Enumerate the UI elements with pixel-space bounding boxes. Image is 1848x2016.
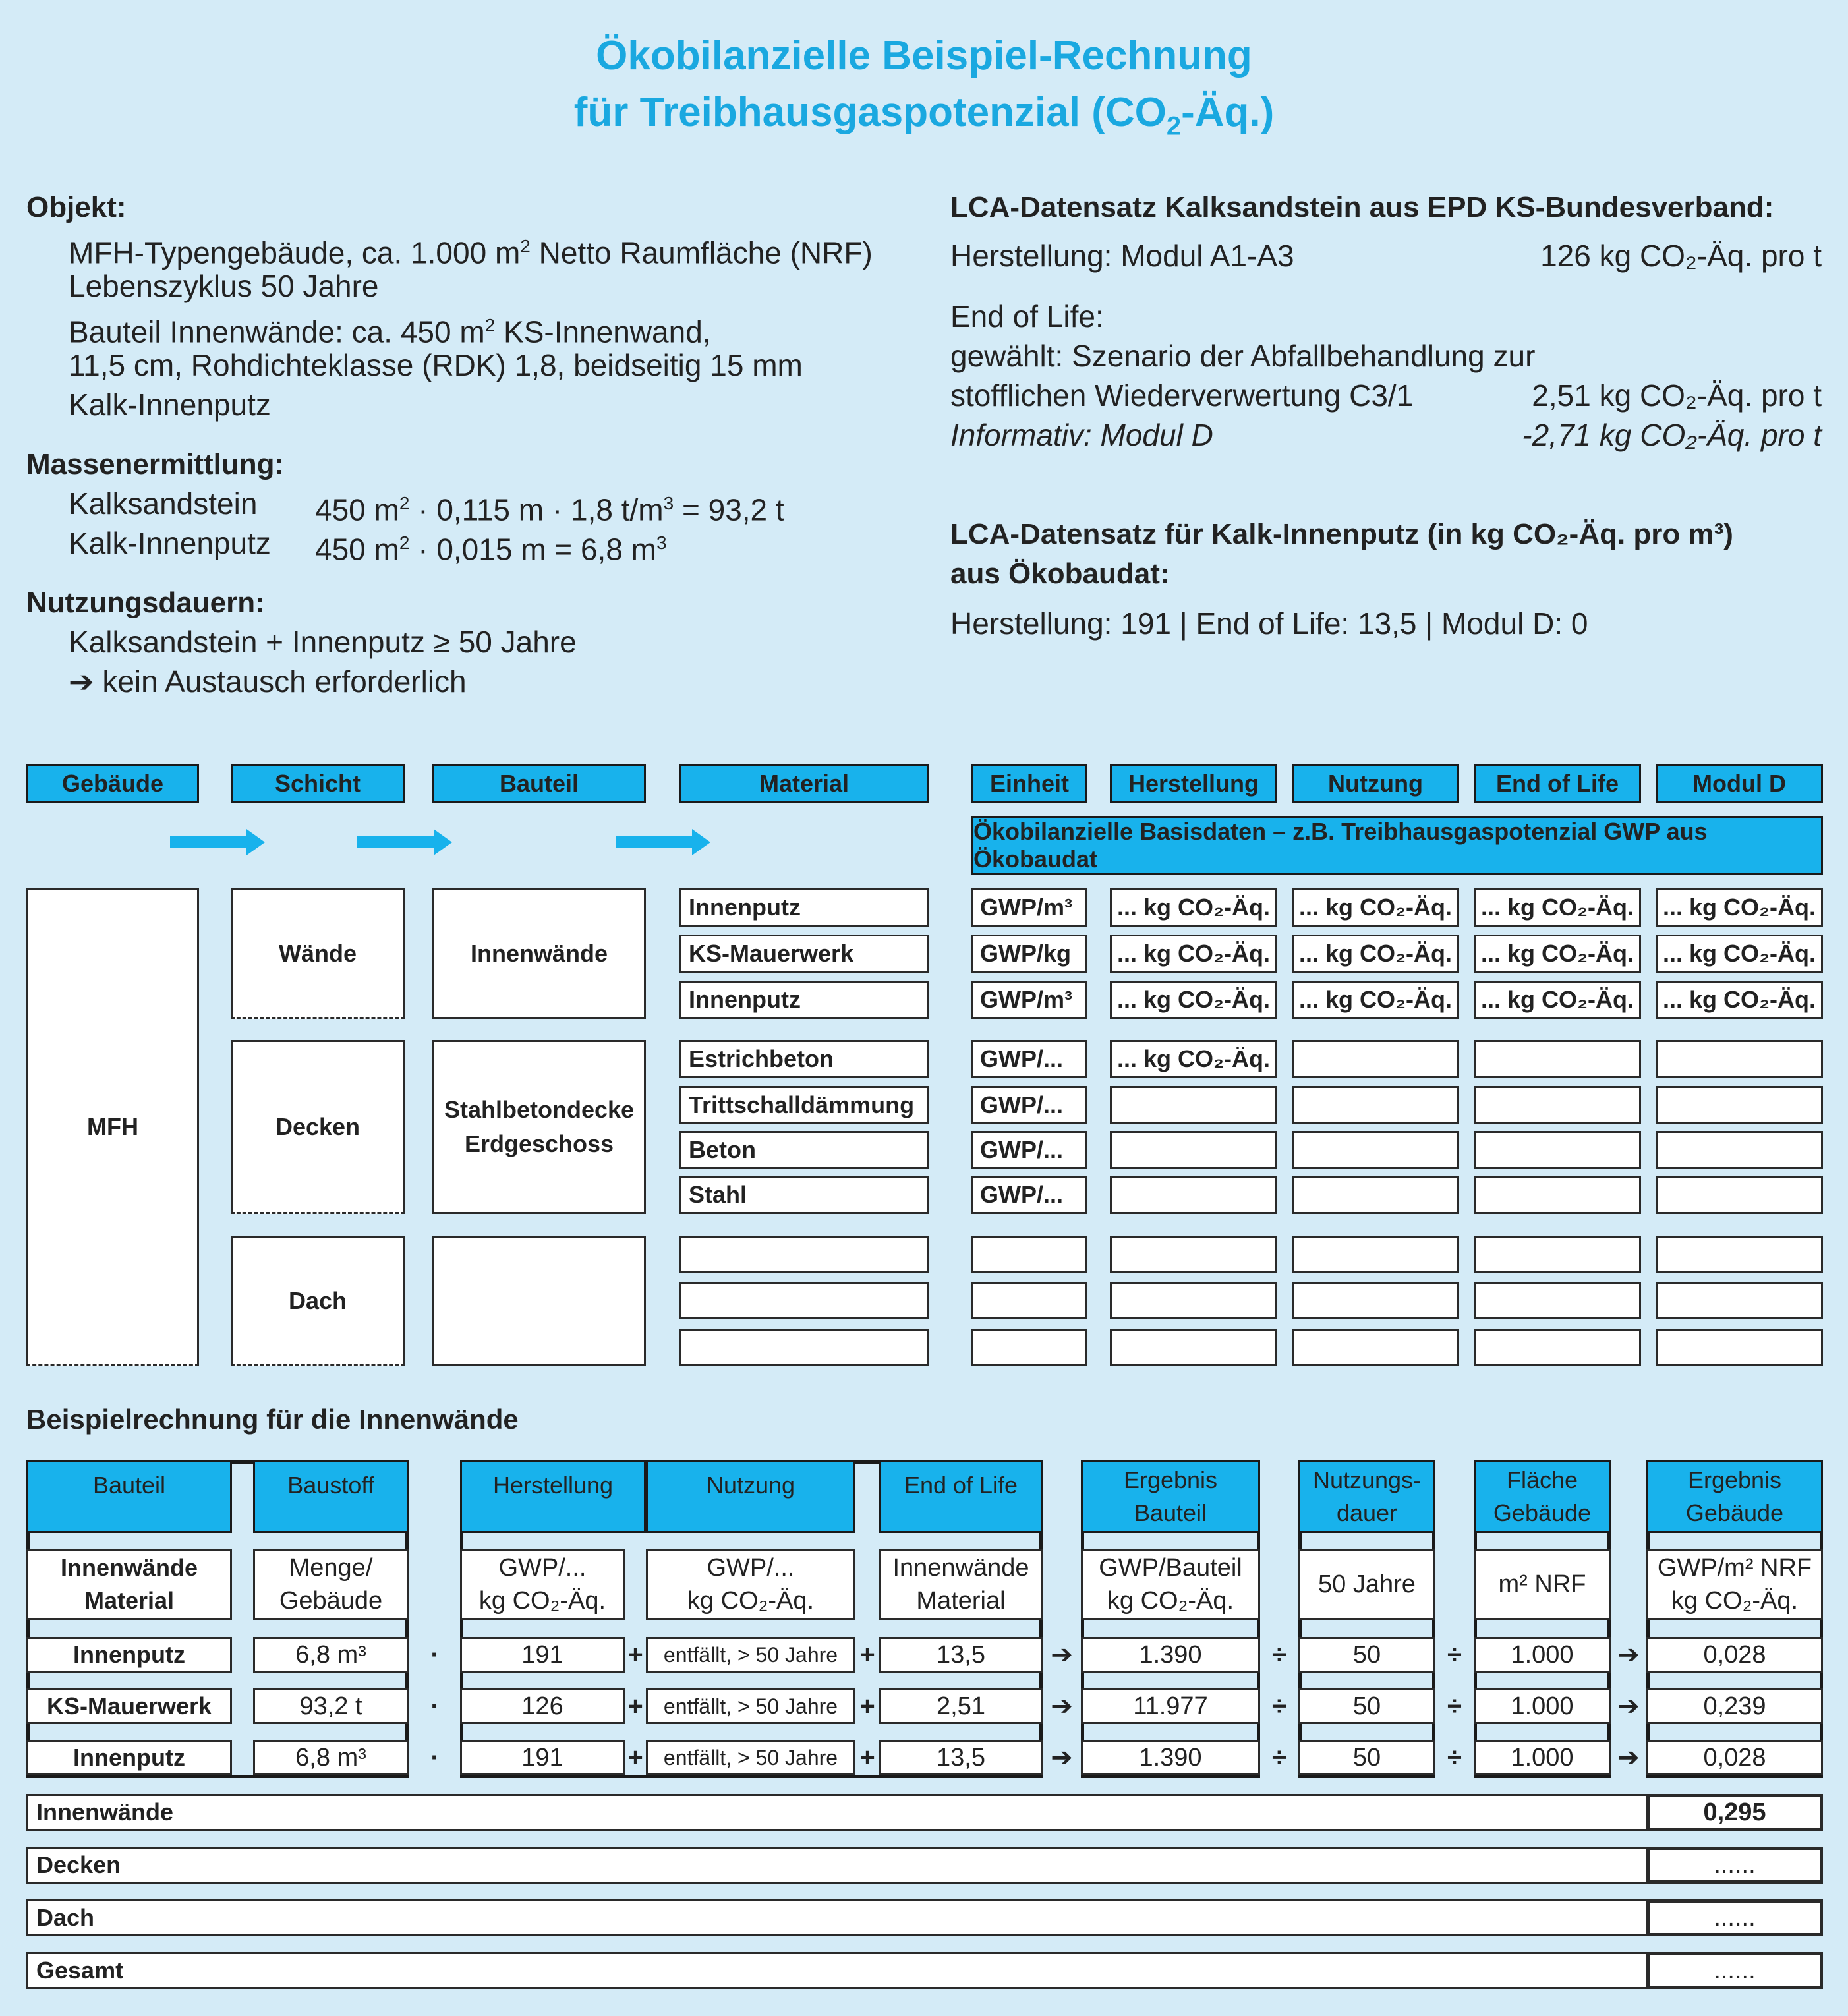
einheit-cell <box>971 1282 1087 1319</box>
calc-row-erg: 1.390 <box>1081 1740 1260 1775</box>
massen-row-2-formula <box>315 523 667 569</box>
objekt-line-3 <box>69 306 711 351</box>
eol-cell <box>1474 1329 1641 1366</box>
objekt-heading: Objekt: <box>26 191 127 223</box>
calc-row-dauer: 50 <box>1298 1637 1435 1673</box>
calc-sub-bauteil: Innenwände Material <box>26 1549 232 1620</box>
sup: 3 <box>663 493 674 513</box>
calc-row-dauer: 50 <box>1298 1740 1435 1775</box>
sup: 2 <box>399 493 410 513</box>
calc-sub-eol: Innenwände Material <box>879 1549 1043 1620</box>
header-end-of-life: End of Life <box>1474 764 1641 803</box>
sup: 3 <box>656 533 667 553</box>
page-title <box>0 28 1848 154</box>
material-cell: Stahl <box>679 1176 929 1214</box>
material-cell: KS-Mauerwerk <box>679 935 929 973</box>
modul-d-cell <box>1656 1236 1823 1273</box>
herstellung-cell: ... kg CO₂-Äq. <box>1110 935 1277 973</box>
calc-row-menge: 6,8 m³ <box>253 1740 409 1775</box>
calc-row-material: Innenputz <box>26 1740 232 1775</box>
calc-row-nutz: entfällt, > 50 Jahre <box>646 1688 855 1724</box>
header-schicht: Schicht <box>231 764 405 803</box>
massen-heading: Massenermittlung: <box>26 448 285 480</box>
herstellung-cell <box>1110 1086 1277 1124</box>
nutzung-cell <box>1292 1131 1459 1169</box>
modul-d-cell <box>1656 1086 1823 1124</box>
basisdaten-banner: Ökobilanzielle Basisdaten – z.B. Treibhausgaspotenzial GWP aus Ökobaudat <box>971 816 1823 875</box>
calc-row-result: 0,239 <box>1646 1688 1823 1724</box>
header-bauteil: Bauteil <box>432 764 646 803</box>
formula-text: · 0,015 m = 6,8 m <box>409 532 656 567</box>
einheit-cell: GWP/... <box>971 1086 1087 1124</box>
sup: 2 <box>520 236 531 256</box>
bauteil-stahlbetondecke: Stahlbetondecke Erdgeschoss <box>432 1040 646 1214</box>
material-cell <box>679 1236 929 1273</box>
modul-d-cell <box>1656 1040 1823 1078</box>
modul-d-cell: ... kg CO₂-Äq. <box>1656 935 1823 973</box>
summary-decken-label: Decken <box>26 1847 1648 1884</box>
calc-header-nutzungsdauer: Nutzungs- dauer <box>1298 1460 1435 1533</box>
gebaeude-mfh: MFH <box>26 888 199 1366</box>
title-text-end: -Äq.) <box>1181 90 1275 135</box>
herstellung-cell <box>1110 1236 1277 1273</box>
plus-operator: + <box>627 1742 643 1772</box>
einheit-cell: GWP/... <box>971 1131 1087 1169</box>
herstellung-cell: ... kg CO₂-Äq. <box>1110 888 1277 927</box>
calc-sub-ergebnis-gebaeude: GWP/m² NRF kg CO₂-Äq. <box>1646 1549 1823 1620</box>
calc-sub-nutzung: GWP/... kg CO₂-Äq. <box>646 1549 855 1620</box>
formula-text: = 93,2 t <box>674 492 784 527</box>
arrow-head <box>692 829 710 855</box>
calc-sub-baustoff: Menge/ Gebäude <box>253 1549 409 1620</box>
arrow-operator: ➔ <box>1617 1743 1640 1772</box>
nutzung-cell <box>1292 1086 1459 1124</box>
eol-cell <box>1474 1131 1641 1169</box>
nutzung-cell <box>1292 1329 1459 1366</box>
material-cell <box>679 1282 929 1319</box>
nutzung-line-2: ➔ kein Austausch erforderlich <box>69 664 467 699</box>
modul-d-cell: ... kg CO₂-Äq. <box>1656 888 1823 927</box>
calc-sub-ergebnis-bauteil: GWP/Bauteil kg CO₂-Äq. <box>1081 1549 1260 1620</box>
summary-decken-value: ...... <box>1646 1847 1823 1884</box>
nutzung-cell <box>1292 1236 1459 1273</box>
summary-innenwaende-label: Innenwände <box>26 1794 1648 1831</box>
herstellung-cell <box>1110 1131 1277 1169</box>
objekt-line-5: Kalk-Innenputz <box>69 388 271 422</box>
nutzung-line-1: Kalksandstein + Innenputz ≥ 50 Jahre <box>69 625 577 659</box>
header-material: Material <box>679 764 929 803</box>
material-cell: Innenputz <box>679 981 929 1019</box>
material-cell: Beton <box>679 1131 929 1169</box>
plus-operator: + <box>859 1640 875 1669</box>
plus-operator: + <box>859 1691 875 1721</box>
calc-row-dauer: 50 <box>1298 1688 1435 1724</box>
objekt-line-4: 11,5 cm, Rohdichteklasse (RDK) 1,8, beidseitig 15 mm <box>69 348 803 382</box>
lca-ks-herst-value: 126 kg CO₂-Äq. pro t <box>1540 239 1822 273</box>
calc-header-eol: End of Life <box>879 1460 1043 1533</box>
herstellung-cell: ... kg CO₂-Äq. <box>1110 981 1277 1019</box>
nutzung-cell: ... kg CO₂-Äq. <box>1292 888 1459 927</box>
calc-header-nutzung: Nutzung <box>646 1460 855 1533</box>
calc-header-baustoff: Baustoff <box>253 1460 409 1533</box>
einheit-cell: GWP/... <box>971 1040 1087 1078</box>
formula-text: 450 m <box>315 532 399 567</box>
lca-kalk-heading-1: LCA-Datensatz für Kalk-Innenputz (in kg CO₂-Äq. pro m³) <box>950 518 1733 550</box>
arrow-shaft <box>170 836 246 848</box>
einheit-cell: GWP/... <box>971 1176 1087 1214</box>
calc-row-eol: 13,5 <box>879 1740 1043 1775</box>
massen-row-1-label: Kalksandstein <box>69 486 258 521</box>
einheit-cell: GWP/m³ <box>971 888 1087 927</box>
herstellung-cell <box>1110 1176 1277 1214</box>
arrow-head <box>246 829 265 855</box>
flow-arrow-2 <box>357 829 452 855</box>
material-cell: Estrichbeton <box>679 1040 929 1078</box>
nutzung-cell: ... kg CO₂-Äq. <box>1292 935 1459 973</box>
nutzung-cell <box>1292 1282 1459 1319</box>
arrow-head <box>434 829 452 855</box>
formula-text: 450 m <box>315 492 399 527</box>
summary-innenwaende-value: 0,295 <box>1646 1794 1823 1831</box>
herstellung-cell <box>1110 1329 1277 1366</box>
objekt-text: Bauteil Innenwände: ca. 450 m <box>69 314 485 349</box>
div-operator: ÷ <box>1447 1640 1462 1669</box>
calc-header-herstellung: Herstellung <box>460 1460 646 1533</box>
lca-ks-heading: LCA-Datensatz Kalksandstein aus EPD KS-Bundesverband: <box>950 191 1774 223</box>
eol-cell <box>1474 1282 1641 1319</box>
calc-header-ergebnis-bauteil: Ergebnis Bauteil <box>1081 1460 1260 1533</box>
schicht-waende: Wände <box>231 888 405 1019</box>
plus-operator: + <box>627 1691 643 1721</box>
calc-row-flaeche: 1.000 <box>1474 1688 1611 1724</box>
title-line-1: Ökobilanzielle Beispiel-Rechnung <box>596 33 1252 78</box>
flow-arrow-3 <box>616 829 710 855</box>
div-operator: ÷ <box>1272 1691 1286 1721</box>
calc-row-herst: 191 <box>460 1740 625 1775</box>
lca-kalk-values: Herstellung: 191 | End of Life: 13,5 | Modul D: 0 <box>950 606 1588 641</box>
einheit-cell: GWP/kg <box>971 935 1087 973</box>
sup: 2 <box>399 533 410 553</box>
calc-row-flaeche: 1.000 <box>1474 1637 1611 1673</box>
arrow-operator: ➔ <box>1051 1743 1073 1772</box>
eol-cell: ... kg CO₂-Äq. <box>1474 935 1641 973</box>
modul-d-cell <box>1656 1131 1823 1169</box>
header-gebaeude: Gebäude <box>26 764 199 803</box>
calc-row-eol: 13,5 <box>879 1637 1043 1673</box>
calc-row-material: Innenputz <box>26 1637 232 1673</box>
einheit-cell <box>971 1236 1087 1273</box>
div-operator: ÷ <box>1272 1742 1286 1772</box>
mul-operator: · <box>430 1640 440 1669</box>
material-cell: Innenputz <box>679 888 929 927</box>
mul-operator: · <box>430 1691 440 1721</box>
calc-row-herst: 126 <box>460 1688 625 1724</box>
lca-ks-herst-label: Herstellung: Modul A1-A3 <box>950 239 1294 273</box>
lca-ks-modd-label: Informativ: Modul D <box>950 418 1213 452</box>
header-einheit: Einheit <box>971 764 1087 803</box>
nutzung-cell: ... kg CO₂-Äq. <box>1292 981 1459 1019</box>
arrow-operator: ➔ <box>1617 1692 1640 1721</box>
lca-ks-eol-line-1: gewählt: Szenario der Abfallbehandlung zur <box>950 339 1536 373</box>
schicht-dach: Dach <box>231 1236 405 1366</box>
arrow-operator: ➔ <box>1051 1692 1073 1721</box>
eol-cell <box>1474 1086 1641 1124</box>
objekt-line-1 <box>69 227 873 272</box>
calc-row-nutz: entfällt, > 50 Jahre <box>646 1637 855 1673</box>
title-line-2 <box>0 84 1848 154</box>
material-cell: Trittschalldämmung <box>679 1086 929 1124</box>
calc-header-ergebnis-gebaeude: Ergebnis Gebäude <box>1646 1460 1823 1533</box>
massen-row-2-label: Kalk-Innenputz <box>69 526 271 560</box>
nutzung-heading: Nutzungsdauern: <box>26 587 265 619</box>
summary-gesamt-value: ...... <box>1646 1952 1823 1989</box>
herstellung-cell: ... kg CO₂-Äq. <box>1110 1040 1277 1078</box>
eol-cell <box>1474 1236 1641 1273</box>
herstellung-cell <box>1110 1282 1277 1319</box>
modul-d-cell: ... kg CO₂-Äq. <box>1656 981 1823 1019</box>
calc-row-result: 0,028 <box>1646 1740 1823 1775</box>
bauteil-innenwaende: Innenwände <box>432 888 646 1019</box>
calc-row-result: 0,028 <box>1646 1637 1823 1673</box>
calc-header-bauteil: Bauteil <box>26 1460 232 1533</box>
modul-d-cell <box>1656 1176 1823 1214</box>
plus-operator: + <box>859 1742 875 1772</box>
calc-row-menge: 6,8 m³ <box>253 1637 409 1673</box>
calc-header-flaeche: Fläche Gebäude <box>1474 1460 1611 1533</box>
calc-sub-nutzungsdauer: 50 Jahre <box>1298 1549 1435 1620</box>
arrow-operator: ➔ <box>1617 1640 1640 1669</box>
title-text: für Treibhausgaspotenzial (CO <box>573 90 1167 135</box>
eol-cell: ... kg CO₂-Äq. <box>1474 981 1641 1019</box>
lca-ks-eol-line-2: stofflichen Wiederverwertung C3/1 <box>950 378 1414 413</box>
calc-row-erg: 11.977 <box>1081 1688 1260 1724</box>
einheit-cell <box>971 1329 1087 1366</box>
nutzung-cell <box>1292 1040 1459 1078</box>
lca-ks-modd-value: -2,71 kg CO₂-Äq. pro t <box>1522 418 1822 452</box>
calc-sub-herstellung: GWP/... kg CO₂-Äq. <box>460 1549 625 1620</box>
arrow-shaft <box>357 836 434 848</box>
summary-gesamt-label: Gesamt <box>26 1952 1648 1989</box>
nutzung-cell <box>1292 1176 1459 1214</box>
objekt-line-2: Lebenszyklus 50 Jahre <box>69 269 379 303</box>
arrow-shaft <box>616 836 692 848</box>
arrow-operator: ➔ <box>1051 1640 1073 1669</box>
plus-operator: + <box>627 1640 643 1669</box>
calc-row-eol: 2,51 <box>879 1688 1043 1724</box>
lca-ks-eol-label: End of Life: <box>950 299 1104 333</box>
einheit-cell: GWP/m³ <box>971 981 1087 1019</box>
calc-row-menge: 93,2 t <box>253 1688 409 1724</box>
div-operator: ÷ <box>1272 1640 1286 1669</box>
sup: 2 <box>484 315 496 335</box>
schicht-decken: Decken <box>231 1040 405 1214</box>
calc-row-flaeche: 1.000 <box>1474 1740 1611 1775</box>
calc-row-erg: 1.390 <box>1081 1637 1260 1673</box>
mul-operator: · <box>430 1742 440 1772</box>
lca-kalk-heading-2: aus Ökobaudat: <box>950 558 1170 590</box>
flow-arrow-1 <box>170 829 265 855</box>
eol-cell <box>1474 1176 1641 1214</box>
formula-text: · 0,115 m · 1,8 t/m <box>409 492 664 527</box>
bauteil-dach <box>432 1236 646 1366</box>
calc-row-herst: 191 <box>460 1637 625 1673</box>
summary-dach-label: Dach <box>26 1899 1648 1936</box>
div-operator: ÷ <box>1447 1691 1462 1721</box>
objekt-text: MFH-Typengebäude, ca. 1.000 m <box>69 235 521 270</box>
header-nutzung: Nutzung <box>1292 764 1459 803</box>
objekt-text: KS-Innenwand, <box>495 314 711 349</box>
eol-cell <box>1474 1040 1641 1078</box>
title-subscript: 2 <box>1166 111 1182 141</box>
header-herstellung: Herstellung <box>1110 764 1277 803</box>
material-cell <box>679 1329 929 1366</box>
summary-dach-value: ...... <box>1646 1899 1823 1936</box>
lca-ks-eol-value: 2,51 kg CO₂-Äq. pro t <box>1532 378 1822 413</box>
calc-sub-flaeche: m² NRF <box>1474 1549 1611 1620</box>
eol-cell: ... kg CO₂-Äq. <box>1474 888 1641 927</box>
calc-heading: Beispielrechnung für die Innenwände <box>26 1404 519 1435</box>
div-operator: ÷ <box>1447 1742 1462 1772</box>
calc-row-material: KS-Mauerwerk <box>26 1688 232 1724</box>
header-modul-d: Modul D <box>1656 764 1823 803</box>
modul-d-cell <box>1656 1282 1823 1319</box>
calc-row-nutz: entfällt, > 50 Jahre <box>646 1740 855 1775</box>
objekt-text: Netto Raumfläche (NRF) <box>530 235 873 270</box>
massen-row-1-formula <box>315 484 784 529</box>
modul-d-cell <box>1656 1329 1823 1366</box>
